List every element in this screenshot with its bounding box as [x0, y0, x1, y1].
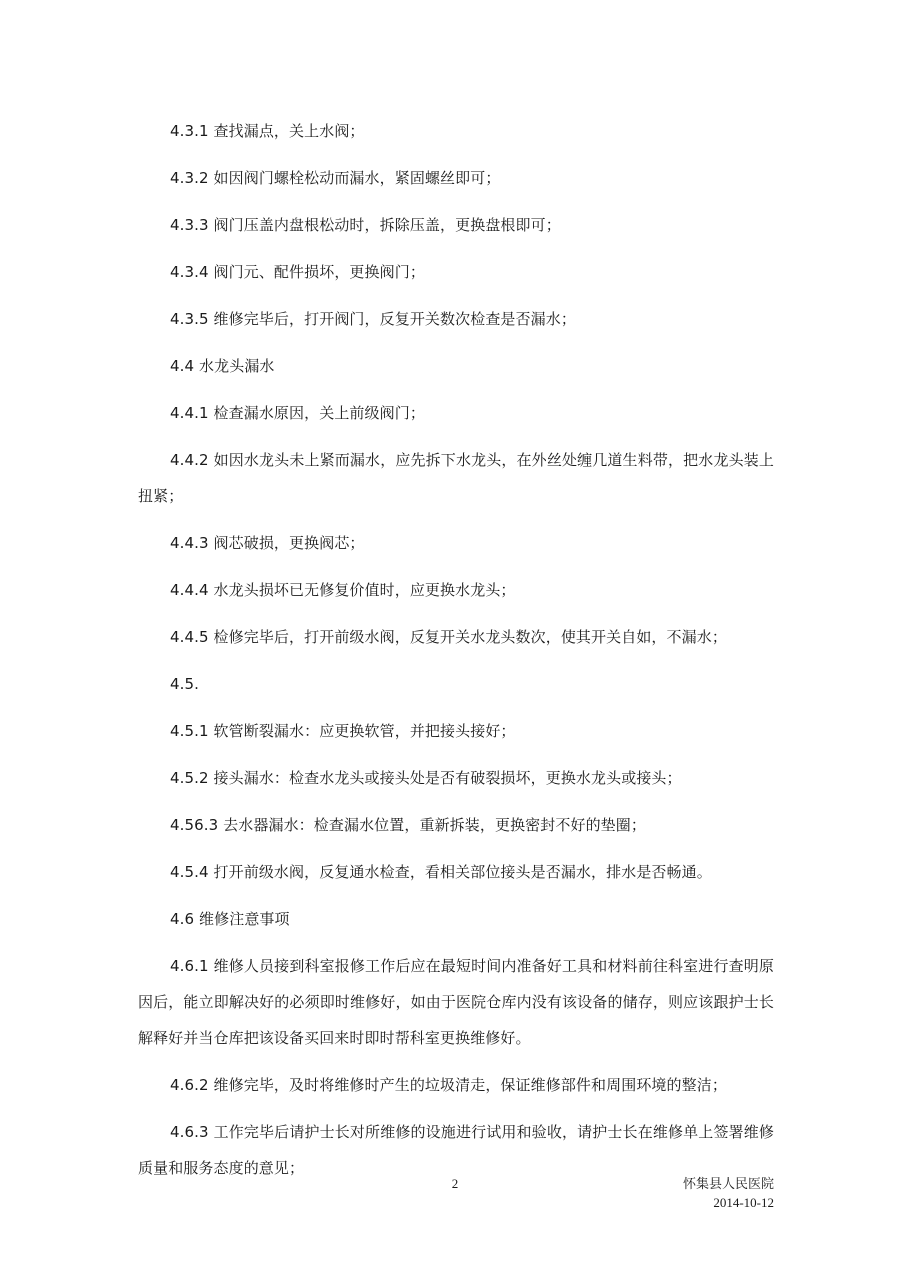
paragraph-4-6-3: 4.6.3 工作完毕后请护士长对所维修的设施进行试用和验收，请护士长在维修单上签署维修质量和服务态度的意见；	[138, 1123, 774, 1177]
paragraph-4-5-3: 4.56.3 去水器漏水：检查漏水位置，重新拆装，更换密封不好的垫圈；	[170, 816, 646, 834]
heading-4-6: 4.6 维修注意事项	[170, 910, 290, 928]
paragraph-4-4-3: 4.4.3 阀芯破损，更换阀芯；	[170, 534, 365, 552]
paragraph-4-5-4: 4.5.4 打开前级水阀，反复通水检查，看相关部位接头是否漏水，排水是否畅通。	[170, 863, 712, 881]
heading-4-4: 4.4 水龙头漏水	[170, 357, 275, 375]
paragraph-4-4-2: 4.4.2 如因水龙头未上紧而漏水，应先拆下水龙头，在外丝处缠几道生料带，把水龙头装上扭紧；	[138, 451, 774, 505]
paragraph-4-3-5: 4.3.5 维修完毕后，打开阀门，反复开关数次检查是否漏水；	[170, 310, 576, 328]
paragraph-4-5-1: 4.5.1 软管断裂漏水：应更换软管，并把接头接好；	[170, 722, 516, 740]
paragraph-4-5-2: 4.5.2 接头漏水：检查水龙头或接头处是否有破裂损坏，更换水龙头或接头；	[170, 769, 682, 787]
paragraph-4-6-2: 4.6.2 维修完毕，及时将维修时产生的垃圾清走，保证维修部件和周围环境的整洁；	[170, 1076, 727, 1094]
footer-date: 2014-10-12	[713, 1195, 774, 1210]
paragraph-4-4-1: 4.4.1 检查漏水原因，关上前级阀门；	[170, 404, 425, 422]
paragraph-4-3-1: 4.3.1 查找漏点，关上水阀；	[170, 122, 365, 140]
paragraph-4-3-3: 4.3.3 阀门压盖内盘根松动时，拆除压盖，更换盘根即可；	[170, 216, 561, 234]
paragraph-4-3-2: 4.3.2 如因阀门螺栓松动而漏水，紧固螺丝即可；	[170, 169, 501, 187]
page-number: 2	[451, 1176, 459, 1191]
paragraph-4-6-1: 4.6.1 维修人员接到科室报修工作后应在最短时间内准备好工具和材料前往科室进行查明原因后，能立即解决好的必须即时维修好，如由于医院仓库内没有该设备的储存，则应该跟护士长解释好并当仓库把该设备买回来时即时帮科室更换维修好。	[138, 957, 774, 1047]
footer-info	[683, 1176, 774, 1212]
paragraph-4-4-4: 4.4.4 水龙头损坏已无修复价值时，应更换水龙头；	[170, 581, 516, 599]
footer-organization: 怀集县人民医院	[682, 1177, 774, 1192]
document-body	[138, 113, 774, 1197]
paragraph-4-4-5: 4.4.5 检修完毕后，打开前级水阀，反复开关水龙头数次，使其开关自如，不漏水；	[170, 628, 727, 646]
heading-4-5: 4.5.	[170, 675, 200, 693]
paragraph-4-3-4: 4.3.4 阀门元、配件损坏，更换阀门；	[170, 263, 425, 281]
